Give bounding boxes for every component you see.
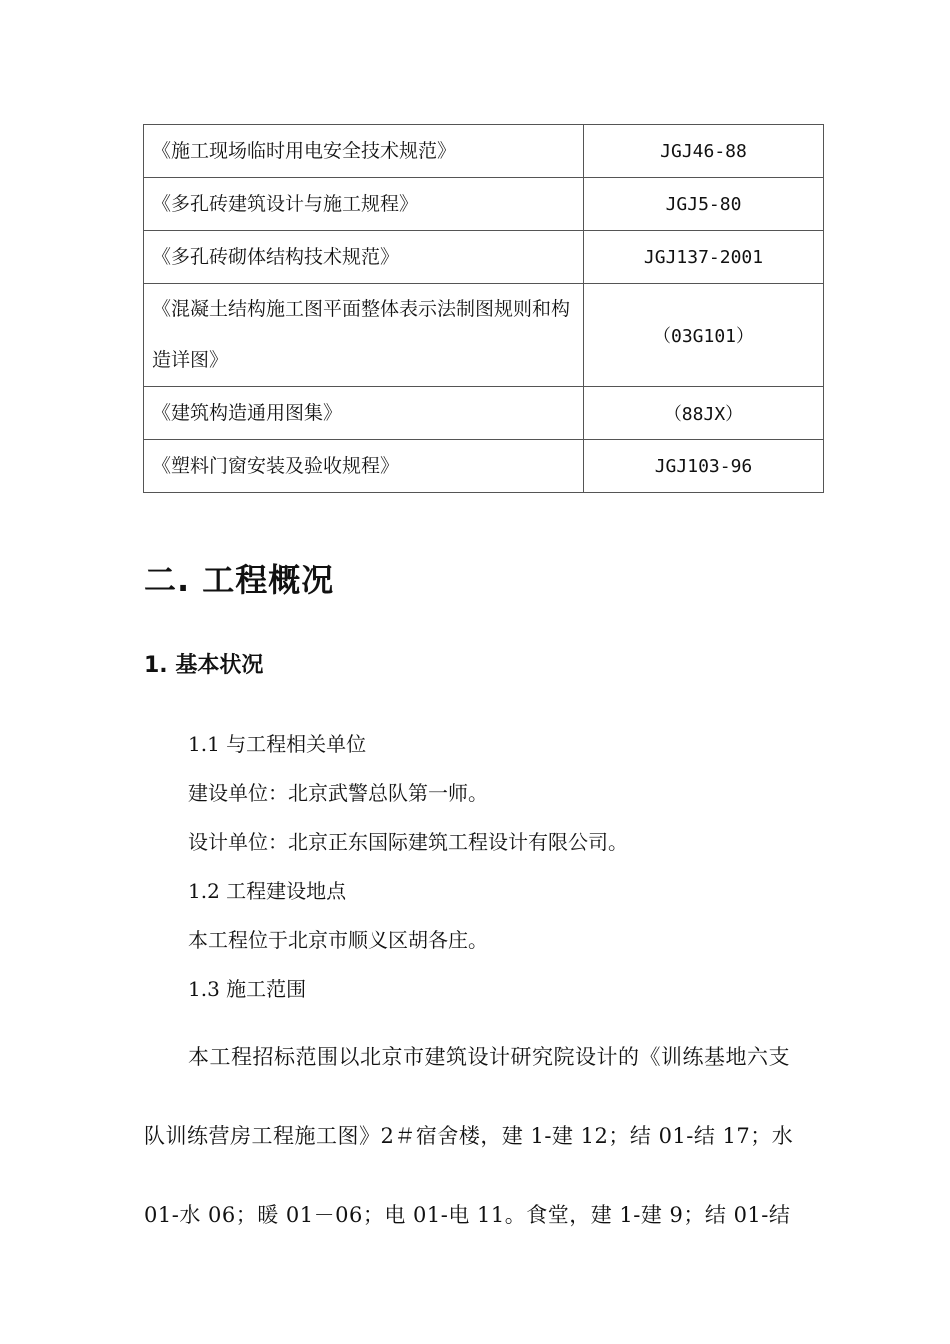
standard-name: 《施工现场临时用电安全技术规范》: [144, 125, 584, 178]
standard-code: （88JX）: [584, 387, 824, 440]
table-row: [144, 231, 824, 284]
table-row: [144, 125, 824, 178]
section-heading: 二. 工程概况: [144, 561, 335, 599]
subsection-title-1-3: 1.3 施工范围: [188, 977, 307, 1001]
standard-code: JGJ5-80: [584, 178, 824, 231]
standard-name: 《多孔砖砌体结构技术规范》: [144, 231, 584, 284]
table-row: [144, 284, 824, 387]
design-unit-line: 设计单位：北京正东国际建筑工程设计有限公司。: [188, 830, 628, 854]
standards-table: [143, 124, 824, 493]
subsection-heading: 1. 基本状况: [144, 653, 264, 678]
construction-unit-line: 建设单位：北京武警总队第一师。: [188, 781, 488, 805]
location-line: 本工程位于北京市顺义区胡各庄。: [188, 928, 488, 952]
subsection-title-1-2: 1.2 工程建设地点: [188, 879, 347, 903]
standard-code: JGJ103-96: [584, 440, 824, 493]
subsection-title-1-1: 1.1 与工程相关单位: [188, 732, 367, 756]
standard-name: 《混凝土结构施工图平面整体表示法制图规则和构造详图》: [144, 284, 584, 387]
standard-code: （03G101）: [584, 284, 824, 387]
standard-code: JGJ137-2001: [584, 231, 824, 284]
table-row: [144, 178, 824, 231]
standard-name: 《多孔砖建筑设计与施工规程》: [144, 178, 584, 231]
table-row: [144, 440, 824, 493]
standard-name: 《建筑构造通用图集》: [144, 387, 584, 440]
standard-name: 《塑料门窗安装及验收规程》: [144, 440, 584, 493]
scope-paragraph: 本工程招标范围以北京市建筑设计研究院设计的《训练基地六支队训练营房工程施工图》2＃宿舍楼，建 1-建 12；结 01-结 17；水 01-水 06；暖 01－06；电 01-电 11。食堂，建 1-建 9；结 01-结: [144, 1045, 794, 1227]
standard-code: JGJ46-88: [584, 125, 824, 178]
table-row: [144, 387, 824, 440]
